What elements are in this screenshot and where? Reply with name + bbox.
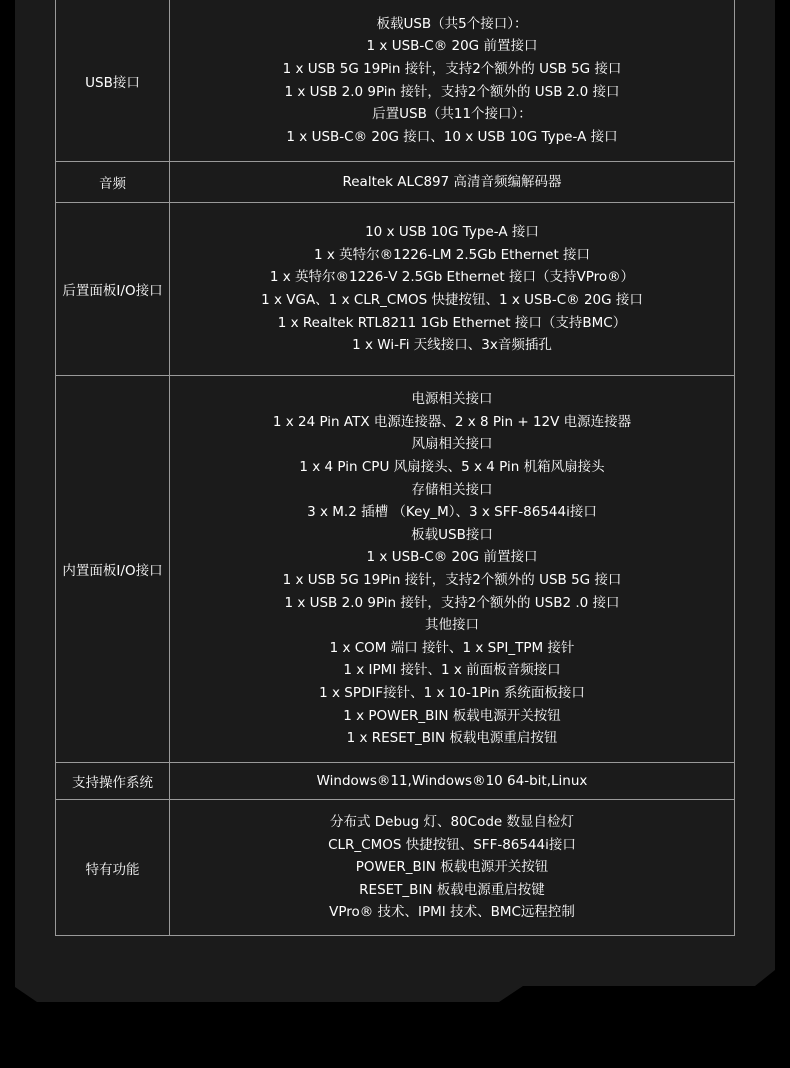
row-label: 特有功能 bbox=[56, 800, 170, 936]
spec-line: 1 x USB-C® 20G 前置接口 bbox=[366, 38, 538, 55]
spec-line: 板载USB（共5个接口）： bbox=[376, 15, 528, 32]
spec-line: 1 x USB 5G 19Pin 接针，支持2个额外的 USB 5G 接口 bbox=[282, 572, 622, 588]
spec-line: 分布式 Debug 灯、80Code 数显自检灯 bbox=[329, 814, 574, 831]
spec-line: 1 x 4 Pin CPU 风扇接头、5 x 4 Pin 机箱风扇接头 bbox=[299, 459, 605, 476]
spec-line: 1 x Realtek RTL8211 1Gb Ethernet 接口（支持BMC） bbox=[277, 314, 627, 331]
row-value bbox=[170, 0, 735, 162]
spec-line: 1 x RESET_BIN 板载电源重启按钮 bbox=[346, 730, 558, 747]
row-value bbox=[170, 800, 735, 936]
spec-line: Windows®11,Windows®10 64-bit,Linux bbox=[316, 772, 588, 789]
table-row-rear-io bbox=[56, 203, 735, 376]
row-value bbox=[170, 203, 735, 376]
spec-line: 1 x 24 Pin ATX 电源连接器、2 x 8 Pin + 12V 电源连接器 bbox=[272, 413, 632, 430]
row-value bbox=[170, 763, 735, 800]
row-label: 音频 bbox=[56, 162, 170, 203]
spec-line: 1 x SPDIF接针、1 x 10-1Pin 系统面板接口 bbox=[319, 684, 585, 701]
spec-line: 1 x Wi-Fi 天线接口、3x音频插孔 bbox=[352, 337, 552, 354]
spec-line: 1 x 英特尔®1226-V 2.5Gb Ethernet 接口（支持VPro®） bbox=[269, 269, 635, 286]
spec-line: 其他接口 bbox=[425, 617, 479, 634]
spec-line: 1 x USB-C® 20G 接口、10 x USB 10G Type-A 接口 bbox=[286, 128, 618, 145]
spec-line: 1 x USB 2.0 9Pin 接针，支持2个额外的 USB2 .0 接口 bbox=[284, 594, 620, 611]
spec-line: 后置USB（共11个接口）： bbox=[372, 106, 532, 123]
spec-line: 风扇相关接口 bbox=[411, 436, 493, 453]
spec-table bbox=[55, 0, 735, 936]
spec-line: 1 x VGA、1 x CLR_CMOS 快捷按钮、1 x USB-C® 20G 接口 bbox=[261, 292, 643, 308]
row-label: USB接口 bbox=[56, 0, 170, 162]
row-value bbox=[170, 376, 735, 763]
spec-line: 10 x USB 10G Type-A 接口 bbox=[365, 224, 539, 241]
spec-line: 3 x M.2 插槽 （Key_M）、3 x SFF-86544i接口 bbox=[307, 504, 597, 521]
spec-line: POWER_BIN 板载电源开关按钮 bbox=[355, 859, 549, 876]
spec-line: 1 x USB-C® 20G 前置接口 bbox=[366, 549, 538, 566]
row-value bbox=[170, 162, 735, 203]
spec-line: RESET_BIN 板载电源重启按键 bbox=[359, 881, 545, 898]
spec-line: 1 x USB 5G 19Pin 接针，支持2个额外的 USB 5G 接口 bbox=[282, 60, 622, 77]
table-row-os bbox=[56, 763, 735, 800]
spec-line: 板载USB接口 bbox=[411, 526, 493, 543]
spec-line: Realtek ALC897 高清音频编解码器 bbox=[342, 173, 562, 190]
spec-line: CLR_CMOS 快捷按钮、SFF-86544i接口 bbox=[328, 836, 576, 853]
row-label: 支持操作系统 bbox=[56, 763, 170, 800]
spec-line: 1 x COM 端口 接针、1 x SPI_TPM 接针 bbox=[329, 639, 575, 656]
spec-line: VPro® 技术、IPMI 技术、BMC远程控制 bbox=[329, 904, 575, 921]
row-label: 内置面板I/O接口 bbox=[56, 376, 170, 763]
spec-line: 1 x POWER_BIN 板载电源开关按钮 bbox=[343, 707, 561, 724]
table-row-features bbox=[56, 800, 735, 936]
table-row-audio bbox=[56, 162, 735, 203]
row-label: 后置面板I/O接口 bbox=[56, 203, 170, 376]
table-row-internal-io bbox=[56, 376, 735, 763]
spec-line: 1 x IPMI 接针、1 x 前面板音频接口 bbox=[343, 662, 561, 679]
spec-line: 1 x USB 2.0 9Pin 接针，支持2个额外的 USB 2.0 接口 bbox=[284, 83, 620, 100]
spec-line: 1 x 英特尔®1226-LM 2.5Gb Ethernet 接口 bbox=[313, 246, 591, 263]
spec-line: 存储相关接口 bbox=[411, 481, 493, 498]
table-row-usb bbox=[56, 0, 735, 162]
spec-line: 电源相关接口 bbox=[411, 391, 493, 408]
